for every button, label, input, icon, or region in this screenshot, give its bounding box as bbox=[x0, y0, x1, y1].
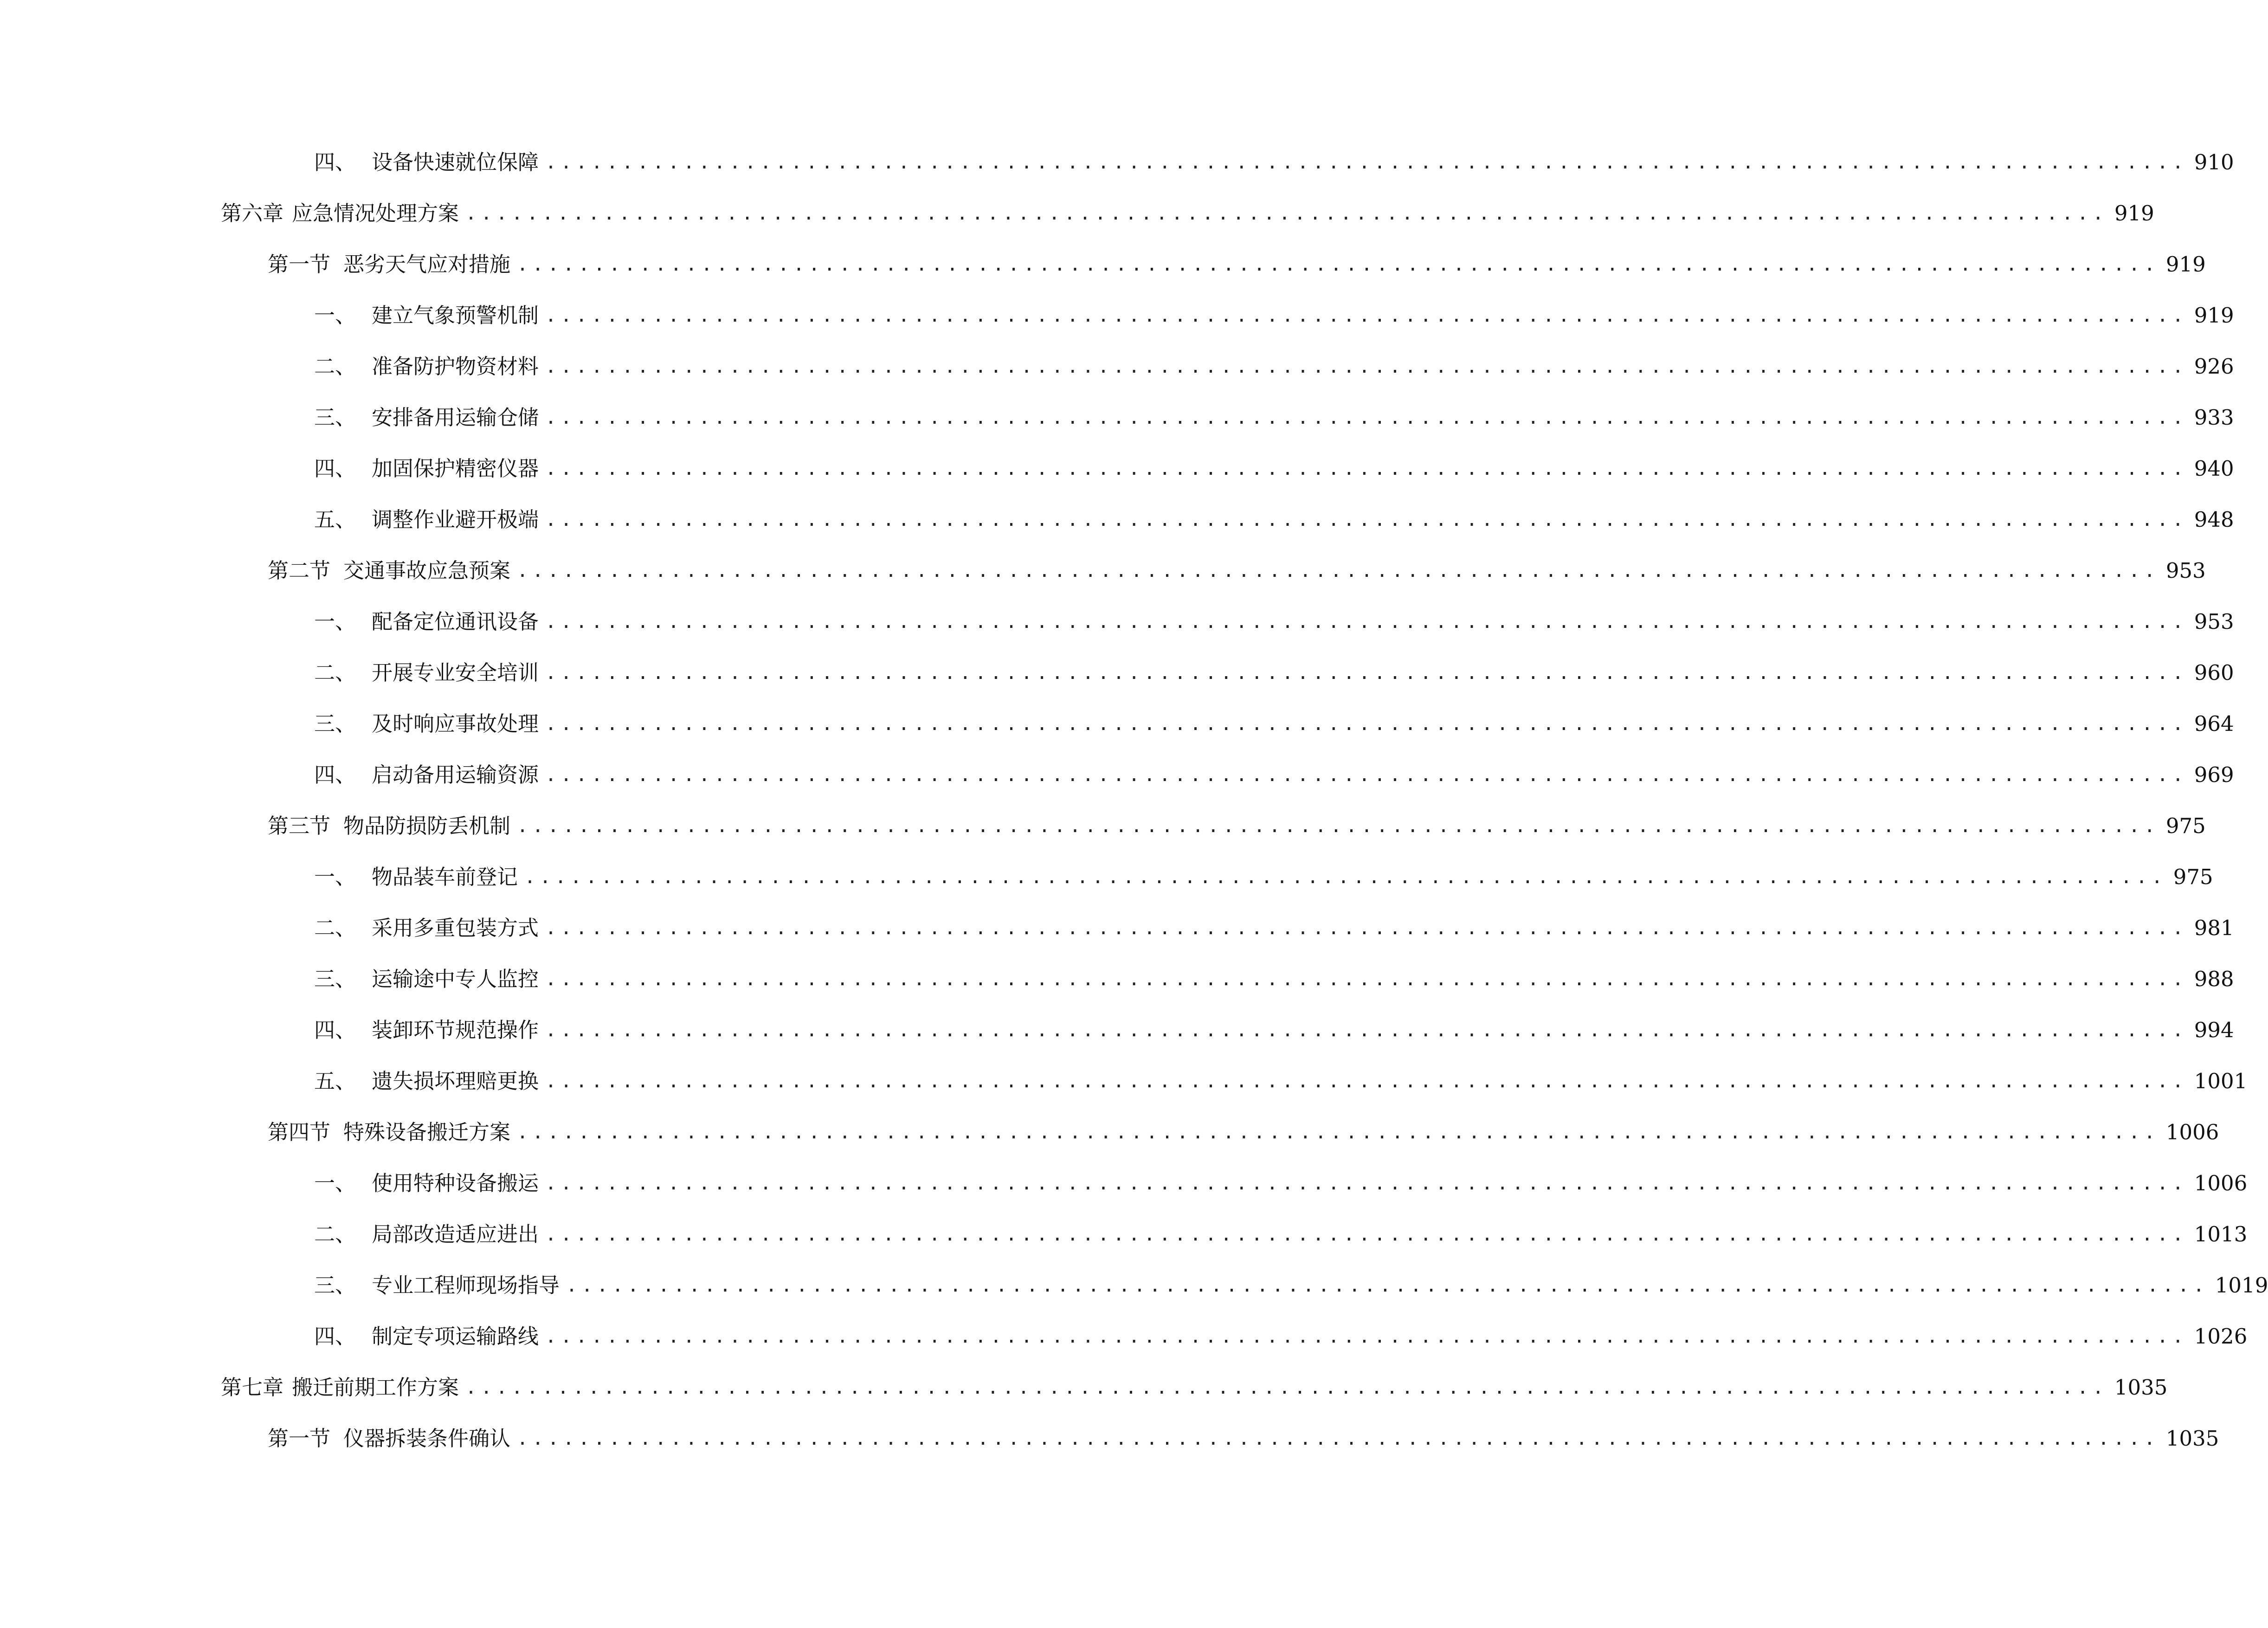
toc-entry[interactable] bbox=[268, 808, 2206, 845]
toc-entry-title: 准备防护物资材料 bbox=[372, 354, 539, 379]
toc-entry[interactable] bbox=[314, 1216, 2248, 1253]
toc-entry-number: 第六章 bbox=[221, 201, 284, 226]
dot-leader: ........................................................................................................... bbox=[545, 611, 2188, 633]
dot-leader: ........................................................................................................... bbox=[517, 1428, 2159, 1449]
toc-entry-page: 969 bbox=[2194, 762, 2234, 787]
toc-entry-number: 五、 bbox=[314, 507, 356, 532]
toc-entry[interactable] bbox=[314, 1165, 2248, 1202]
toc-entry[interactable] bbox=[314, 705, 2234, 743]
toc-entry-title: 采用多重包装方式 bbox=[372, 916, 539, 940]
toc-entry[interactable] bbox=[314, 961, 2234, 998]
toc-entry-number: 二、 bbox=[314, 354, 356, 379]
toc-entry-label bbox=[314, 1012, 539, 1049]
toc-entry-number: 三、 bbox=[314, 405, 356, 430]
toc-entry-label bbox=[314, 705, 539, 743]
dot-leader: ........................................................................................................... bbox=[545, 152, 2188, 173]
toc-entry[interactable] bbox=[221, 1369, 2168, 1406]
toc-entry-label bbox=[314, 961, 539, 998]
toc-entry-label bbox=[314, 1165, 539, 1202]
toc-entry-page: 1026 bbox=[2194, 1324, 2248, 1349]
toc-entry-title: 遗失损坏理赔更换 bbox=[372, 1069, 539, 1093]
toc-entry-number: 四、 bbox=[314, 762, 356, 787]
toc-entry-label bbox=[221, 195, 459, 232]
toc-entry-number: 第二节 bbox=[268, 558, 331, 583]
toc-entry-title: 仪器拆装条件确认 bbox=[343, 1426, 511, 1451]
toc-entry-page: 948 bbox=[2194, 507, 2234, 532]
toc-entry-number: 四、 bbox=[314, 456, 356, 481]
toc-entry[interactable] bbox=[268, 552, 2206, 589]
toc-entry-number: 四、 bbox=[314, 1324, 356, 1349]
toc-entry-label bbox=[314, 1318, 539, 1355]
toc-entry-page: 919 bbox=[2165, 252, 2206, 277]
toc-entry-label bbox=[314, 348, 539, 385]
toc-entry-number: 一、 bbox=[314, 865, 356, 889]
toc-entry-label bbox=[268, 246, 510, 283]
toc-entry-label bbox=[314, 603, 539, 640]
toc-entry-title: 设备快速就位保障 bbox=[372, 150, 539, 174]
toc-entry-page: 1001 bbox=[2194, 1069, 2248, 1093]
toc-entry[interactable] bbox=[314, 501, 2234, 538]
toc-entry-number: 第三节 bbox=[268, 814, 331, 838]
toc-entry-title: 制定专项运输路线 bbox=[372, 1324, 539, 1349]
toc-entry-number: 一、 bbox=[314, 1171, 356, 1195]
toc-entry-page: 933 bbox=[2194, 405, 2234, 430]
toc-entry[interactable] bbox=[314, 910, 2234, 947]
dot-leader: ........................................................................................................... bbox=[545, 1173, 2188, 1194]
toc-entry-page: 988 bbox=[2194, 967, 2234, 991]
toc-entry-number: 三、 bbox=[314, 711, 356, 736]
toc-entry-page: 960 bbox=[2194, 660, 2234, 685]
toc-entry-label bbox=[268, 808, 510, 845]
toc-entry-title: 安排备用运输仓储 bbox=[372, 405, 539, 430]
toc-entry[interactable] bbox=[314, 297, 2234, 334]
toc-entry-label bbox=[314, 144, 539, 181]
toc-entry-title: 恶劣天气应对措施 bbox=[343, 252, 511, 277]
toc-entry-number: 第四节 bbox=[268, 1120, 331, 1144]
toc-entry-page: 975 bbox=[2165, 814, 2206, 838]
toc-entry-page: 981 bbox=[2194, 916, 2234, 940]
toc-entry[interactable] bbox=[314, 348, 2234, 385]
dot-leader: ........................................................................................................... bbox=[517, 1122, 2159, 1143]
toc-entry-label bbox=[314, 859, 518, 896]
toc-entry-page: 910 bbox=[2194, 150, 2234, 174]
toc-entry-number: 二、 bbox=[314, 916, 356, 940]
toc-entry-title: 物品防损防丢机制 bbox=[343, 814, 511, 838]
toc-entry-title: 调整作业避开极端 bbox=[372, 507, 539, 532]
toc-entry-title: 特殊设备搬迁方案 bbox=[343, 1120, 511, 1144]
toc-entry-title: 物品装车前登记 bbox=[372, 865, 518, 889]
toc-entry-label bbox=[314, 654, 539, 691]
toc-entry-page: 975 bbox=[2173, 865, 2213, 889]
toc-entry-page: 964 bbox=[2194, 711, 2234, 736]
dot-leader: ........................................................................................................... bbox=[545, 305, 2188, 326]
toc-entry-label bbox=[268, 552, 510, 589]
toc-entry-page: 1035 bbox=[2165, 1426, 2219, 1451]
toc-entry-label bbox=[221, 1369, 459, 1406]
toc-entry-number: 三、 bbox=[314, 1273, 356, 1298]
toc-entry-page: 953 bbox=[2165, 558, 2206, 583]
dot-leader: ........................................................................................................... bbox=[465, 203, 2108, 224]
toc-entry-label bbox=[268, 1420, 510, 1457]
dot-leader: ........................................................................................................... bbox=[545, 917, 2188, 939]
toc-entry-label bbox=[314, 910, 539, 947]
dot-leader: ........................................................................................................... bbox=[545, 407, 2188, 428]
toc-entry-title: 运输途中专人监控 bbox=[372, 967, 539, 991]
toc-entry-title: 交通事故应急预案 bbox=[343, 558, 511, 583]
dot-leader: ........................................................................................................... bbox=[465, 1377, 2108, 1398]
toc-entry-title: 配备定位通讯设备 bbox=[372, 609, 539, 634]
toc-entry[interactable] bbox=[314, 1012, 2234, 1049]
toc-entry[interactable] bbox=[314, 859, 2213, 896]
toc-entry-number: 第一节 bbox=[268, 252, 331, 277]
dot-leader: ........................................................................................................... bbox=[545, 509, 2188, 530]
dot-leader: ........................................................................................................... bbox=[545, 1020, 2188, 1041]
dot-leader: ........................................................................................................... bbox=[545, 764, 2188, 786]
toc-entry[interactable] bbox=[268, 1114, 2219, 1151]
dot-leader: ........................................................................................................... bbox=[545, 1071, 2188, 1092]
toc-entry[interactable] bbox=[314, 654, 2234, 691]
dot-leader: ........................................................................................................... bbox=[517, 560, 2159, 581]
toc-entry-label bbox=[314, 1216, 539, 1253]
dot-leader: ........................................................................................................... bbox=[545, 1224, 2188, 1245]
toc-entry-page: 926 bbox=[2194, 354, 2234, 379]
dot-leader: ........................................................................................................... bbox=[545, 713, 2188, 735]
toc-entry-title: 应急情况处理方案 bbox=[292, 201, 459, 226]
toc-entry[interactable] bbox=[314, 603, 2234, 640]
toc-entry-label bbox=[314, 399, 539, 436]
dot-leader: ........................................................................................................... bbox=[545, 356, 2188, 377]
dot-leader: ........................................................................................................... bbox=[545, 969, 2188, 990]
toc-entry-number: 四、 bbox=[314, 1018, 356, 1042]
toc-entry-number: 第七章 bbox=[221, 1375, 284, 1400]
toc-entry[interactable] bbox=[314, 1267, 2268, 1304]
dot-leader: ........................................................................................................... bbox=[566, 1275, 2209, 1296]
toc-entry-page: 953 bbox=[2194, 609, 2234, 634]
toc-entry-title: 装卸环节规范操作 bbox=[372, 1018, 539, 1042]
toc-entry-page: 994 bbox=[2194, 1018, 2234, 1042]
dot-leader: ........................................................................................................... bbox=[524, 866, 2167, 888]
toc-entry-label bbox=[314, 1063, 539, 1100]
toc-entry-number: 第一节 bbox=[268, 1426, 331, 1451]
toc-entry-label bbox=[314, 450, 539, 487]
toc-entry-title: 专业工程师现场指导 bbox=[372, 1273, 560, 1298]
toc-entry-page: 919 bbox=[2114, 201, 2154, 226]
toc-entry-page: 940 bbox=[2194, 456, 2234, 481]
toc-entry-page: 1006 bbox=[2165, 1120, 2219, 1144]
dot-leader: ........................................................................................................... bbox=[517, 254, 2159, 275]
toc-entry-title: 开展专业安全培训 bbox=[372, 660, 539, 685]
dot-leader: ........................................................................................................... bbox=[545, 662, 2188, 684]
toc-entry[interactable] bbox=[314, 756, 2234, 794]
toc-entry[interactable] bbox=[268, 246, 2206, 283]
toc-entry-title: 启动备用运输资源 bbox=[372, 762, 539, 787]
dot-leader: ........................................................................................................... bbox=[545, 458, 2188, 479]
toc-entry[interactable] bbox=[314, 450, 2234, 487]
toc-entry[interactable] bbox=[221, 195, 2154, 232]
toc-entry-label bbox=[314, 501, 539, 538]
dot-leader: ........................................................................................................... bbox=[545, 1326, 2188, 1347]
toc-entry-number: 一、 bbox=[314, 609, 356, 634]
dot-leader: ........................................................................................................... bbox=[517, 815, 2159, 837]
toc-entry-title: 加固保护精密仪器 bbox=[372, 456, 539, 481]
toc-entry-label bbox=[268, 1114, 510, 1151]
toc-entry-page: 919 bbox=[2194, 303, 2234, 328]
toc-entry-title: 建立气象预警机制 bbox=[372, 303, 539, 328]
toc-entry-page: 1035 bbox=[2114, 1375, 2168, 1400]
toc-entry[interactable] bbox=[314, 1063, 2248, 1100]
toc-entry-page: 1013 bbox=[2194, 1222, 2248, 1247]
toc-entry-title: 使用特种设备搬运 bbox=[372, 1171, 539, 1195]
toc-entry[interactable] bbox=[268, 1420, 2219, 1457]
toc-entry[interactable] bbox=[314, 144, 2234, 181]
toc-entry-number: 四、 bbox=[314, 150, 356, 174]
toc-entry[interactable] bbox=[314, 399, 2234, 436]
toc-entry-label bbox=[314, 297, 539, 334]
toc-entry[interactable] bbox=[314, 1318, 2248, 1355]
toc-entry-label bbox=[314, 756, 539, 794]
toc-entry-page: 1006 bbox=[2194, 1171, 2248, 1195]
toc-entry-number: 二、 bbox=[314, 660, 356, 685]
toc-entry-label bbox=[314, 1267, 560, 1304]
toc-entry-title: 局部改造适应进出 bbox=[372, 1222, 539, 1247]
toc-entry-number: 二、 bbox=[314, 1222, 356, 1247]
toc-entry-title: 搬迁前期工作方案 bbox=[292, 1375, 459, 1400]
toc-entry-page: 1019 bbox=[2215, 1273, 2268, 1298]
toc-entry-title: 及时响应事故处理 bbox=[372, 711, 539, 736]
toc-entry-number: 三、 bbox=[314, 967, 356, 991]
toc-entry-number: 一、 bbox=[314, 303, 356, 328]
toc-entry-number: 五、 bbox=[314, 1069, 356, 1093]
